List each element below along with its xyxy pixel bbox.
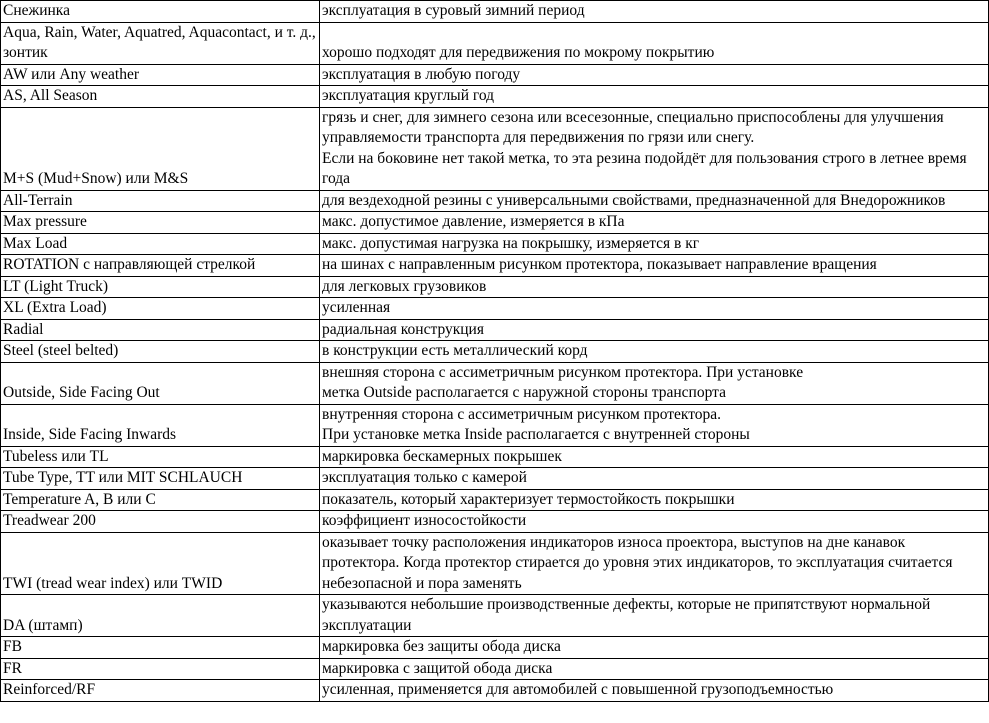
marking-description-note: метка Outside располагается с наружной стороны транспорта bbox=[322, 384, 726, 401]
table-row bbox=[1, 532, 989, 595]
marking-term: Steel (steel belted) bbox=[1, 341, 320, 363]
marking-description: макс. допустимое давление, измеряется в кПа bbox=[320, 212, 989, 234]
table-row bbox=[1, 404, 989, 446]
marking-term: M+S (Mud+Snow) или M&S bbox=[1, 107, 320, 190]
table-row bbox=[1, 298, 989, 320]
marking-description: внешняя сторона с ассиметричным рисунком протектора. При установке bbox=[322, 363, 804, 381]
marking-term: LT (Light Truck) bbox=[1, 276, 320, 298]
marking-term: TWI (tread wear index) или TWID bbox=[1, 532, 320, 595]
marking-description: радиальная конструкция bbox=[320, 319, 989, 341]
marking-description: эксплуатация в суровый зимний период bbox=[320, 1, 989, 23]
marking-term: AW или Any weather bbox=[1, 64, 320, 86]
marking-term: XL (Extra Load) bbox=[1, 298, 320, 320]
table-row bbox=[1, 489, 989, 511]
marking-description: маркировка бескамерных покрышек bbox=[320, 446, 989, 468]
marking-term: Outside, Side Facing Out bbox=[1, 362, 320, 404]
marking-term: FB bbox=[1, 637, 320, 659]
table-row bbox=[1, 276, 989, 298]
marking-description: грязь и снег, для зимнего сезона или всесезонные, специально приспособлены для улучшения управляемости транспорта для передвижения по грязи или снегу. bbox=[322, 108, 944, 146]
table-row bbox=[1, 658, 989, 680]
table-row bbox=[1, 468, 989, 490]
table-row bbox=[1, 446, 989, 468]
marking-term: Inside, Side Facing Inwards bbox=[1, 404, 320, 446]
marking-term: Tubeless или TL bbox=[1, 446, 320, 468]
table-row bbox=[1, 64, 989, 86]
table-row bbox=[1, 22, 989, 64]
marking-description-note: Если на боковине нет такой метка, то эта резина подойдёт для пользования строго в летнее время года bbox=[322, 149, 967, 187]
marking-description: для вездеходной резины с универсальными свойствами, предназначенной для Внедорожников bbox=[320, 190, 989, 212]
marking-term: Tube Type, TT или MIT SCHLAUCH bbox=[1, 468, 320, 490]
table-row bbox=[1, 362, 989, 404]
marking-term: Temperature A, B или C bbox=[1, 489, 320, 511]
marking-description: эксплуатация только с камерой bbox=[320, 468, 989, 490]
table-row bbox=[1, 233, 989, 255]
table-row bbox=[1, 511, 989, 533]
marking-term: Aqua, Rain, Water, Aquatred, Aquacontact, и т. д., зонтик bbox=[1, 22, 320, 64]
marking-description: маркировка с защитой обода диска bbox=[320, 658, 989, 680]
table-row bbox=[1, 319, 989, 341]
marking-description: для легковых грузовиков bbox=[320, 276, 989, 298]
marking-description: коэффициент износостойкости bbox=[320, 511, 989, 533]
marking-description: показатель, который характеризует термостойкость покрышки bbox=[320, 489, 989, 511]
table-row bbox=[1, 637, 989, 659]
marking-term: Снежинка bbox=[1, 1, 320, 23]
marking-term: Radial bbox=[1, 319, 320, 341]
table-row bbox=[1, 1, 989, 23]
marking-term: Max Load bbox=[1, 233, 320, 255]
table-row bbox=[1, 190, 989, 212]
table-body bbox=[1, 1, 989, 702]
marking-description: усиленная bbox=[320, 298, 989, 320]
marking-term: Max pressure bbox=[1, 212, 320, 234]
marking-description-cell bbox=[320, 362, 989, 404]
marking-term: DA (штамп) bbox=[1, 595, 320, 637]
marking-term: FR bbox=[1, 658, 320, 680]
marking-description: макс. допустимая нагрузка на покрышку, измеряется в кг bbox=[320, 233, 989, 255]
marking-description-cell bbox=[320, 107, 989, 190]
marking-description: хорошо подходят для передвижения по мокрому покрытию bbox=[320, 22, 989, 64]
marking-term: Reinforced/RF bbox=[1, 680, 320, 702]
table-row bbox=[1, 680, 989, 702]
table-row bbox=[1, 341, 989, 363]
marking-description: на шинах с направленным рисунком протектора, показывает направление вращения bbox=[320, 255, 989, 277]
table-row bbox=[1, 107, 989, 190]
marking-description: оказывает точку расположения индикаторов износа проектора, выступов на дне канавок протектора. Когда протектор стирается до уровня этих индикаторов, то эксплуатация считается небезопасной и пора заменять bbox=[320, 532, 989, 595]
table-row bbox=[1, 86, 989, 108]
table-row bbox=[1, 595, 989, 637]
table-row bbox=[1, 255, 989, 277]
marking-term: ROTATION с направляющей стрелкой bbox=[1, 255, 320, 277]
marking-description: эксплуатация круглый год bbox=[320, 86, 989, 108]
marking-description: указываются небольшие производственные дефекты, которые не припятствуют нормальной эксплуатации bbox=[320, 595, 989, 637]
marking-description: эксплуатация в любую погоду bbox=[320, 64, 989, 86]
marking-description-cell bbox=[320, 404, 989, 446]
marking-description: в конструкции есть металлический корд bbox=[320, 341, 989, 363]
marking-term: Treadwear 200 bbox=[1, 511, 320, 533]
marking-description-note: При установке метка Inside располагается с внутренней стороны bbox=[322, 426, 750, 443]
marking-term: AS, All Season bbox=[1, 86, 320, 108]
table-row bbox=[1, 212, 989, 234]
marking-description: усиленная, применяется для автомобилей с повышенной грузоподъемностью bbox=[320, 680, 989, 702]
marking-description: маркировка без защиты обода диска bbox=[320, 637, 989, 659]
marking-term: All-Terrain bbox=[1, 190, 320, 212]
marking-description: внутренняя сторона с ассиметричным рисунком протектора. bbox=[322, 405, 722, 423]
